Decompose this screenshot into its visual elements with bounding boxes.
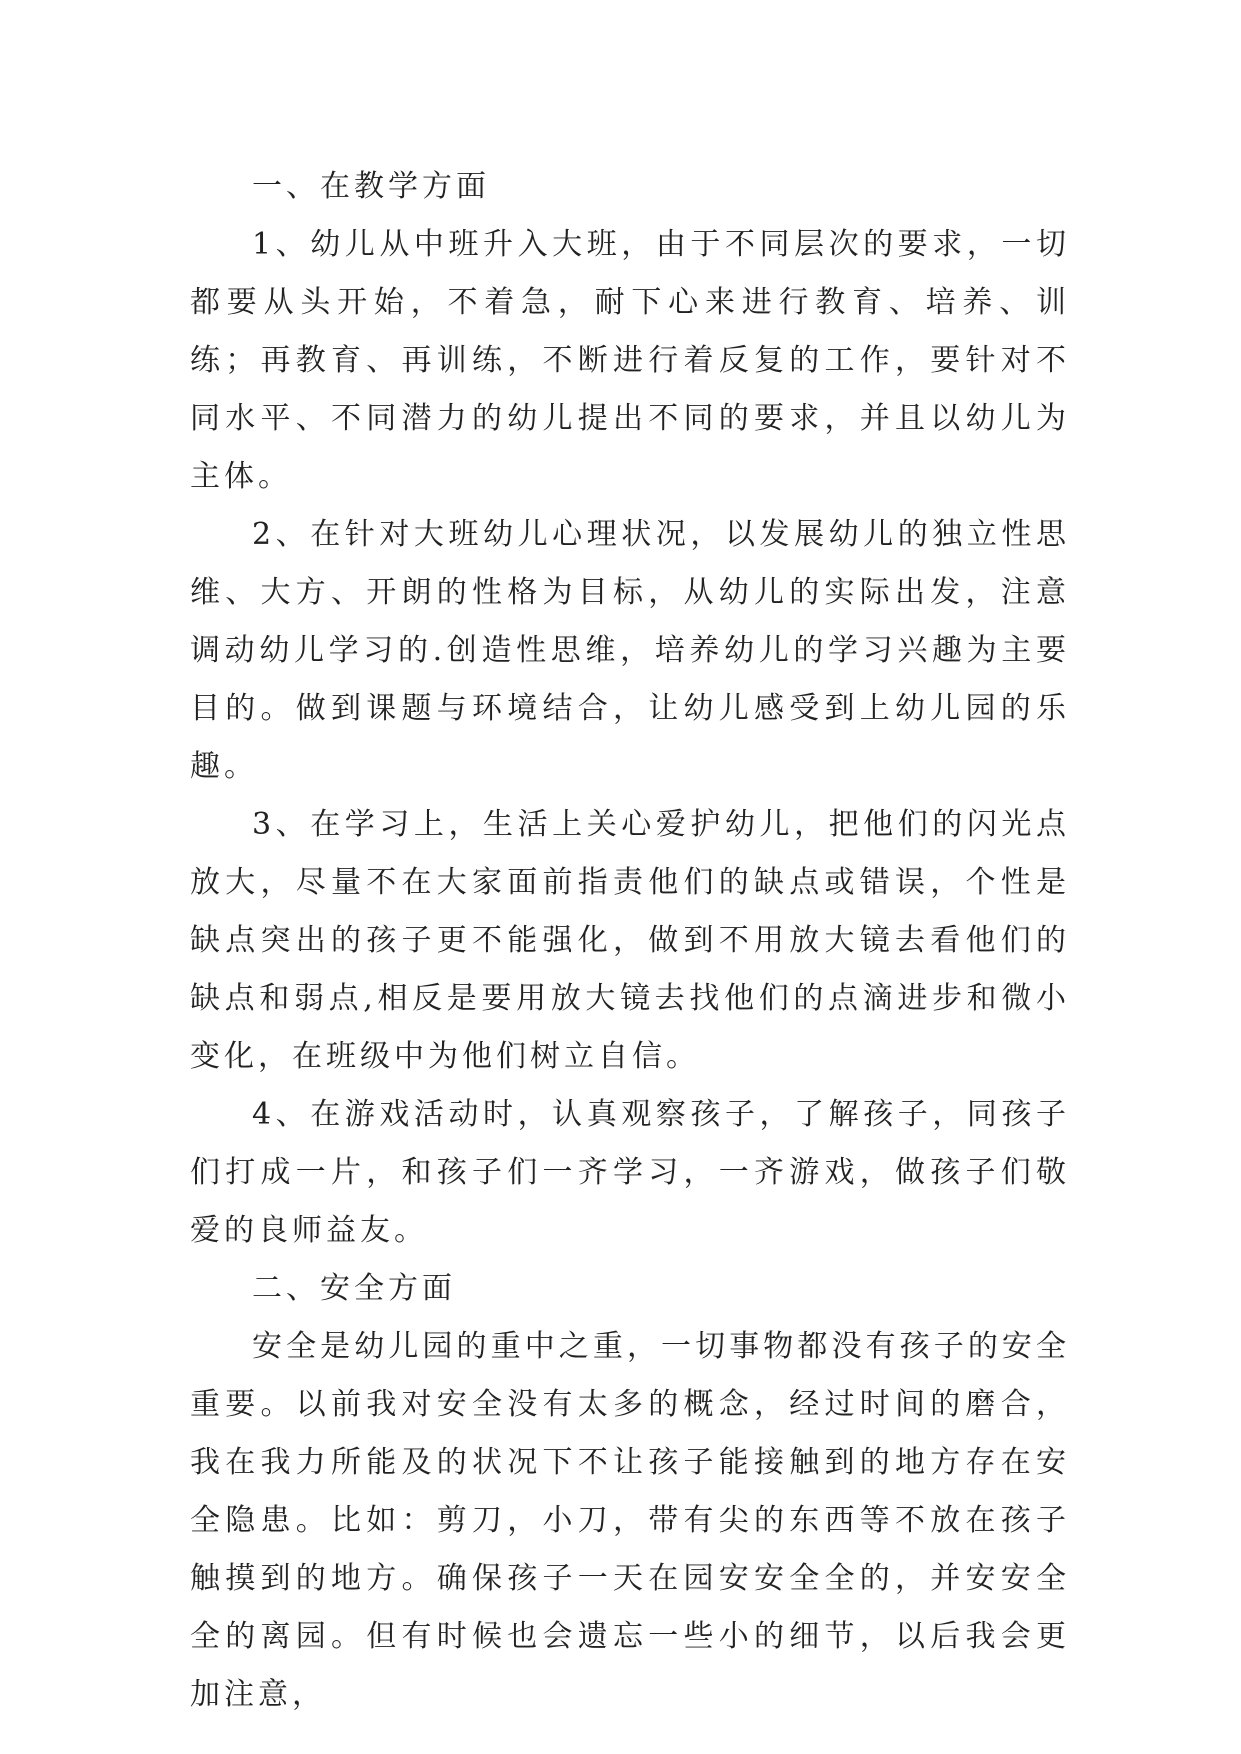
- document-body: [190, 158, 1070, 1724]
- paragraph-teaching-2: 2、在针对大班幼儿心理状况，以发展幼儿的独立性思维、大方、开朗的性格为目标，从幼儿的实际出发，注意调动幼儿学习的.创造性思维，培养幼儿的学习兴趣为主要目的。做到课题与环境结合，让幼儿感受到上幼儿园的乐趣。: [190, 517, 1070, 784]
- paragraph-safety-1: 安全是幼儿园的重中之重，一切事物都没有孩子的安全重要。以前我对安全没有太多的概念，经过时间的磨合，我在我力所能及的状况下不让孩子能接触到的地方存在安全隐患。比如：剪刀，小刀，带有尖的东西等不放在孩子触摸到的地方。确保孩子一天在园安安全全的，并安安全全的离园。但有时候也会遗忘一些小的细节，以后我会更加注意，: [190, 1329, 1070, 1712]
- paragraph-teaching-4: 4、在游戏活动时，认真观察孩子，了解孩子，同孩子们打成一片，和孩子们一齐学习，一齐游戏，做孩子们敬爱的良师益友。: [190, 1097, 1070, 1248]
- section-heading-safety: 二、安全方面: [252, 1271, 456, 1306]
- paragraph-teaching-3: 3、在学习上，生活上关心爱护幼儿，把他们的闪光点放大，尽量不在大家面前指责他们的缺点或错误，个性是缺点突出的孩子更不能强化，做到不用放大镜去看他们的缺点和弱点,相反是要用放大镜去找他们的点滴进步和微小变化，在班级中为他们树立自信。: [190, 807, 1070, 1074]
- paragraph-teaching-1: 1、幼儿从中班升入大班，由于不同层次的要求，一切都要从头开始，不着急，耐下心来进行教育、培养、训练；再教育、再训练，不断进行着反复的工作，要针对不同水平、不同潜力的幼儿提出不同的要求，并且以幼儿为主体。: [190, 227, 1070, 494]
- section-heading-teaching: 一、在教学方面: [252, 169, 490, 204]
